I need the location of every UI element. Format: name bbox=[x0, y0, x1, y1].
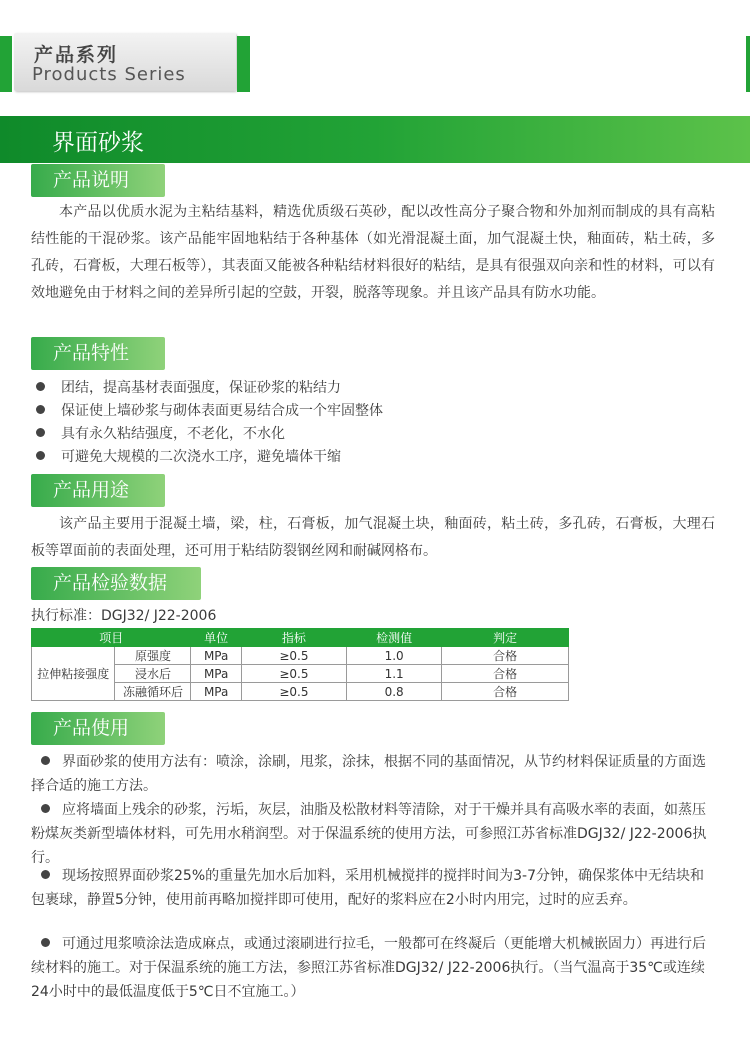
item-cell: 冻融循环后 bbox=[115, 683, 191, 701]
section-tag-usage: 产品使用 bbox=[31, 712, 165, 745]
series-right-accent bbox=[237, 36, 250, 92]
list-item: 团结，提高基材表面强度，保证砂浆的粘结力 bbox=[36, 377, 383, 400]
index-cell: ≥0.5 bbox=[241, 683, 346, 701]
description-text: 本产品以优质水泥为主粘结基料，精选优质级石英砂，配以改性高分子聚合物和外加剂而制成的具有高粘结性能的干混砂浆。该产品能牢固地粘结于各种基体（如光滑混凝土面，加气混凝土快，釉面砖，粘土砖，多孔砖，石膏板，大理石板等），其表面又能被各种粘结材料很好的粘结，是具有很强双向亲和性的材料，可以有效地避免由于材料之间的差异所引起的空鼓，开裂，脱落等现象。并且该产品具有防水功能。 bbox=[31, 204, 715, 301]
item-cell: 原强度 bbox=[115, 647, 191, 665]
product-title: 界面砂浆 bbox=[52, 130, 144, 156]
column-header: 单位 bbox=[191, 629, 241, 647]
test-data-table bbox=[31, 628, 569, 701]
column-header: 检测值 bbox=[347, 629, 442, 647]
table-header-row bbox=[32, 629, 569, 647]
usage-item: 现场按照界面砂浆25%的重量先加水后加料，采用机械搅拌的搅拌时间为3-7分钟，确保浆体中无结块和包裹球，静置5分钟，使用前再略加搅拌即可使用，配好的浆料应在2小时内用完，过时的应丢弃。 bbox=[31, 868, 704, 908]
unit-cell: MPa bbox=[191, 665, 241, 683]
bullet-icon bbox=[41, 938, 50, 947]
bullet-icon bbox=[36, 382, 45, 391]
index-cell: ≥0.5 bbox=[241, 647, 346, 665]
result-cell: 合格 bbox=[442, 665, 569, 683]
value-cell: 1.1 bbox=[347, 665, 442, 683]
column-header: 指标 bbox=[241, 629, 346, 647]
features-list bbox=[36, 377, 383, 469]
top-right-accent bbox=[746, 36, 750, 92]
bullet-icon bbox=[41, 804, 50, 813]
series-left-accent bbox=[0, 36, 12, 92]
usage-item: 应将墙面上残余的砂浆，污垢，灰层，油脂及松散材料等清除，对于干燥并具有高吸水率的表面，如蒸压粉煤灰类新型墙体材料，可先用水稍润型。对于保温系统的使用方法，可参照江苏省标准DGJ32/ J22-2006执行。 bbox=[31, 802, 707, 866]
series-title-cn: 产品系列 bbox=[34, 44, 119, 66]
unit-cell: MPa bbox=[191, 683, 241, 701]
column-header: 判定 bbox=[442, 629, 569, 647]
table-row bbox=[32, 647, 569, 665]
standard-label: 执行标准：DGJ32/ J22-2006 bbox=[31, 608, 217, 624]
section-tag-features: 产品特性 bbox=[31, 337, 165, 370]
bullet-icon bbox=[41, 756, 50, 765]
value-cell: 0.8 bbox=[347, 683, 442, 701]
bullet-icon bbox=[36, 428, 45, 437]
series-title-en: Products Series bbox=[32, 64, 186, 85]
list-item: 可避免大规模的二次浇水工序，避免墙体干缩 bbox=[36, 446, 383, 469]
result-cell: 合格 bbox=[442, 683, 569, 701]
bullet-icon bbox=[36, 405, 45, 414]
usage-item: 界面砂浆的使用方法有：喷涂，涂刷，甩浆，涂抹，根据不同的基面情况，从节约材料保证质量的方面选择合适的施工方法。 bbox=[31, 754, 706, 794]
item-cell: 浸水后 bbox=[115, 665, 191, 683]
result-cell: 合格 bbox=[442, 647, 569, 665]
index-cell: ≥0.5 bbox=[241, 665, 346, 683]
section-tag-description: 产品说明 bbox=[31, 164, 165, 197]
applications-text: 该产品主要用于混凝土墙，梁，柱，石膏板，加气混凝土块，釉面砖，粘土砖，多孔砖，石膏板，大理石板等罩面前的表面处理，还可用于粘结防裂钢丝网和耐碱网格布。 bbox=[31, 516, 715, 559]
bullet-icon bbox=[41, 870, 50, 879]
list-item: 保证使上墙砂浆与砌体表面更易结合成一个牢固整体 bbox=[36, 400, 383, 423]
column-header: 项目 bbox=[32, 629, 191, 647]
unit-cell: MPa bbox=[191, 647, 241, 665]
list-item: 具有永久粘结强度，不老化，不水化 bbox=[36, 423, 383, 446]
section-tag-applications: 产品用途 bbox=[31, 474, 165, 507]
section-tag-test-data: 产品检验数据 bbox=[31, 567, 201, 600]
usage-item: 可通过甩浆喷涂法造成麻点，或通过滚刷进行拉毛，一般都可在终凝后（更能增大机械嵌固力）再进行后续材料的施工。对于保温系统的施工方法，参照江苏省标准DGJ32/ J22-2006执行。（当气温高于35℃或连续24小时中的最低温度低于5℃日不宜施工。） bbox=[31, 936, 706, 1000]
value-cell: 1.0 bbox=[347, 647, 442, 665]
bullet-icon bbox=[36, 451, 45, 460]
group-label: 拉伸粘接强度 bbox=[32, 647, 115, 701]
